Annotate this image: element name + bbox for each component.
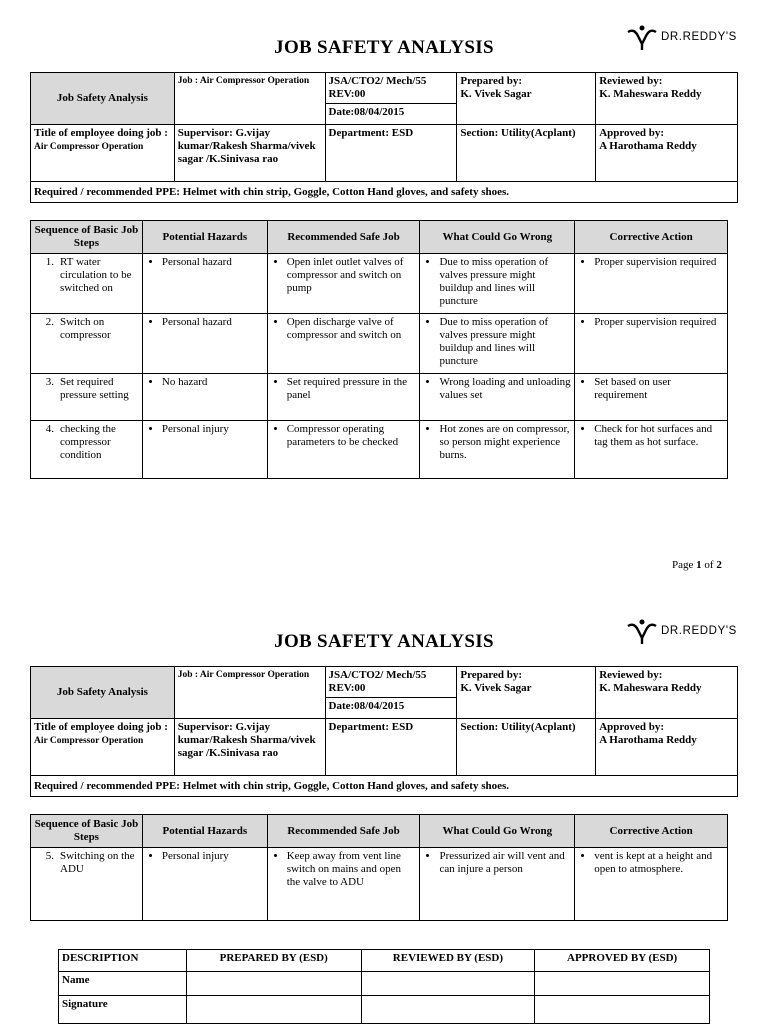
- title-emp-label: Title of employee doing job :: [34, 721, 168, 733]
- step-number: 1.: [45, 256, 54, 268]
- reviewed-by: [596, 667, 738, 719]
- approved-value: A Harothama Reddy: [599, 140, 697, 152]
- step-text: Switching on the ADU: [60, 850, 135, 875]
- table-row: [31, 848, 728, 921]
- approved-by: [596, 719, 738, 776]
- prepared-label: Prepared by:: [460, 75, 522, 87]
- jsa-info-table: [30, 72, 738, 203]
- safe-job: • Open inlet outlet valves of compressor and switch on pump: [287, 256, 417, 295]
- header-hazards: Potential Hazards: [142, 221, 267, 254]
- step-number: 4.: [45, 423, 54, 435]
- what-could-go-wrong: • Due to miss operation of valves pressure might buildup and lines will puncture: [439, 316, 571, 368]
- header-corrective-action: Corrective Action: [575, 815, 728, 848]
- signature-approved-cell[interactable]: [535, 996, 710, 1024]
- corrective-action: • vent is kept at a height and open to atmosphere.: [594, 850, 724, 876]
- hazard: • Personal hazard: [162, 256, 264, 269]
- hazard: • Personal injury: [162, 850, 264, 863]
- title-emp-value: Air Compressor Operation: [34, 736, 144, 746]
- approved-label: Approved by:: [599, 721, 665, 733]
- job-cell: [174, 73, 325, 125]
- supervisor: [174, 125, 325, 182]
- job-cell: [174, 667, 325, 719]
- rev: REV:00: [328, 682, 366, 694]
- signoff-header-prepared: PREPARED BY (ESD): [186, 950, 361, 972]
- safe-job: • Open discharge valve of compressor and switch on: [287, 316, 417, 342]
- department: Department: ESD: [325, 125, 457, 182]
- page-total: 2: [716, 559, 722, 571]
- hazard: • No hazard: [162, 376, 264, 389]
- prepared-by: [457, 667, 596, 719]
- doc-no: JSA/CTO2/ Mech/55: [328, 669, 427, 681]
- step-text: Set required pressure setting: [60, 376, 129, 401]
- header-steps: Sequence of Basic Job Steps: [31, 815, 143, 848]
- job-steps-table: [30, 220, 728, 479]
- approved-by: [596, 125, 738, 182]
- supervisor-label: Supervisor:: [177, 721, 233, 733]
- table-row: [31, 421, 728, 479]
- page-title: JOB SAFETY ANALYSIS: [274, 631, 494, 652]
- doc-number: [325, 73, 457, 104]
- prepared-value: K. Vivek Sagar: [460, 682, 532, 694]
- what-could-go-wrong: • Wrong loading and unloading values set: [439, 376, 571, 402]
- corrective-action: • Check for hot surfaces and tag them as hot surface.: [594, 423, 724, 449]
- name-approved-cell[interactable]: [535, 972, 710, 996]
- company-logo: [626, 618, 737, 644]
- job-steps-table: [30, 814, 728, 921]
- supervisor-label: Supervisor:: [177, 127, 233, 139]
- header-steps: Sequence of Basic Job Steps: [31, 221, 143, 254]
- company-logo: [626, 24, 737, 50]
- logo-text: DR.REDDY'S: [661, 31, 737, 43]
- supervisor-value: G.vijay kumar/Rakesh Sharma/vivek sagar /K.Sinivasa rao: [177, 127, 316, 165]
- signoff-header-description: DESCRIPTION: [59, 950, 187, 972]
- section: Section: Utility(Acplant): [457, 125, 596, 182]
- supervisor: [174, 719, 325, 776]
- name-reviewed-cell[interactable]: [361, 972, 535, 996]
- step-text: RT water circulation to be switched on: [60, 256, 132, 294]
- reviewed-label: Reviewed by:: [599, 669, 663, 681]
- page-number: [672, 559, 722, 571]
- approved-value: A Harothama Reddy: [599, 734, 697, 746]
- what-could-go-wrong: • Hot zones are on compressor, so person might experience burns.: [439, 423, 571, 462]
- prepared-by: [457, 73, 596, 125]
- doc-date: Date:08/04/2015: [325, 698, 457, 719]
- step-number: 2.: [45, 316, 54, 328]
- safe-job: • Keep away from vent line switch on mains and open the valve to ADU: [287, 850, 417, 889]
- reviewed-label: Reviewed by:: [599, 75, 663, 87]
- page-label: Page: [672, 559, 694, 571]
- page-title: JOB SAFETY ANALYSIS: [274, 37, 494, 58]
- prepared-label: Prepared by:: [460, 669, 522, 681]
- approved-label: Approved by:: [599, 127, 665, 139]
- job-value: Air Compressor Operation: [199, 670, 310, 680]
- name-prepared-cell[interactable]: [186, 972, 361, 996]
- job-label: Job :: [177, 76, 199, 86]
- department: Department: ESD: [325, 719, 457, 776]
- signoff-header-approved: APPROVED BY (ESD): [535, 950, 710, 972]
- what-could-go-wrong: • Pressurized air will vent and can injure a person: [439, 850, 571, 876]
- header-safe-job: Recommended Safe Job: [267, 221, 420, 254]
- jsa-label: Job Safety Analysis: [31, 73, 175, 125]
- safe-job: • Set required pressure in the panel: [287, 376, 417, 402]
- signoff-table: [58, 949, 710, 1024]
- logo-text: DR.REDDY'S: [661, 625, 737, 637]
- table-row: [31, 314, 728, 374]
- title-emp-label: Title of employee doing job :: [34, 127, 168, 139]
- signature-prepared-cell[interactable]: [186, 996, 361, 1024]
- table-row: [31, 254, 728, 314]
- safe-job: • Compressor operating parameters to be checked: [287, 423, 417, 449]
- reviewed-value: K. Maheswara Reddy: [599, 88, 702, 100]
- what-could-go-wrong: • Due to miss operation of valves pressure might buildup and lines will puncture: [439, 256, 571, 308]
- signoff-row-signature: Signature: [59, 996, 187, 1024]
- header-corrective-action: Corrective Action: [575, 221, 728, 254]
- ppe-requirement: Required / recommended PPE: Helmet with chin strip, Goggle, Cotton Hand gloves, and safety shoes.: [31, 182, 738, 203]
- jsa-label: Job Safety Analysis: [31, 667, 175, 719]
- reviewed-by: [596, 73, 738, 125]
- job-label: Job :: [177, 670, 199, 680]
- corrective-action: • Set based on user requirement: [594, 376, 724, 402]
- header-what-could-go-wrong: What Could Go Wrong: [420, 815, 575, 848]
- prepared-value: K. Vivek Sagar: [460, 88, 532, 100]
- header-what-could-go-wrong: What Could Go Wrong: [420, 221, 575, 254]
- corrective-action: • Proper supervision required: [594, 316, 724, 329]
- title-of-employee: [31, 125, 175, 182]
- logo-icon: [626, 24, 658, 50]
- ppe-requirement: Required / recommended PPE: Helmet with chin strip, Goggle, Cotton Hand gloves, and safety shoes.: [31, 776, 738, 797]
- section: Section: Utility(Acplant): [457, 719, 596, 776]
- step-number: 5.: [45, 850, 54, 862]
- jsa-info-table: [30, 666, 738, 797]
- header-hazards: Potential Hazards: [142, 815, 267, 848]
- table-row: [31, 374, 728, 421]
- page-of: of: [704, 559, 714, 571]
- hazard: • Personal injury: [162, 423, 264, 436]
- step-number: 3.: [45, 376, 54, 388]
- header-safe-job: Recommended Safe Job: [267, 815, 420, 848]
- rev: REV:00: [328, 88, 366, 100]
- page-current: 1: [696, 559, 702, 571]
- title-emp-value: Air Compressor Operation: [34, 142, 144, 152]
- reviewed-value: K. Maheswara Reddy: [599, 682, 702, 694]
- job-value: Air Compressor Operation: [199, 76, 310, 86]
- doc-no: JSA/CTO2/ Mech/55: [328, 75, 427, 87]
- step-text: checking the compressor condition: [60, 423, 116, 461]
- doc-number: [325, 667, 457, 698]
- logo-icon: [626, 618, 658, 644]
- title-of-employee: [31, 719, 175, 776]
- doc-date: Date:08/04/2015: [325, 104, 457, 125]
- signoff-header-reviewed: REVIEWED BY (ESD): [361, 950, 535, 972]
- hazard: • Personal hazard: [162, 316, 264, 329]
- supervisor-value: G.vijay kumar/Rakesh Sharma/vivek sagar /K.Sinivasa rao: [177, 721, 316, 759]
- signoff-row-name: Name: [59, 972, 187, 996]
- step-text: Switch on compressor: [60, 316, 111, 341]
- corrective-action: • Proper supervision required: [594, 256, 724, 269]
- signature-reviewed-cell[interactable]: [361, 996, 535, 1024]
